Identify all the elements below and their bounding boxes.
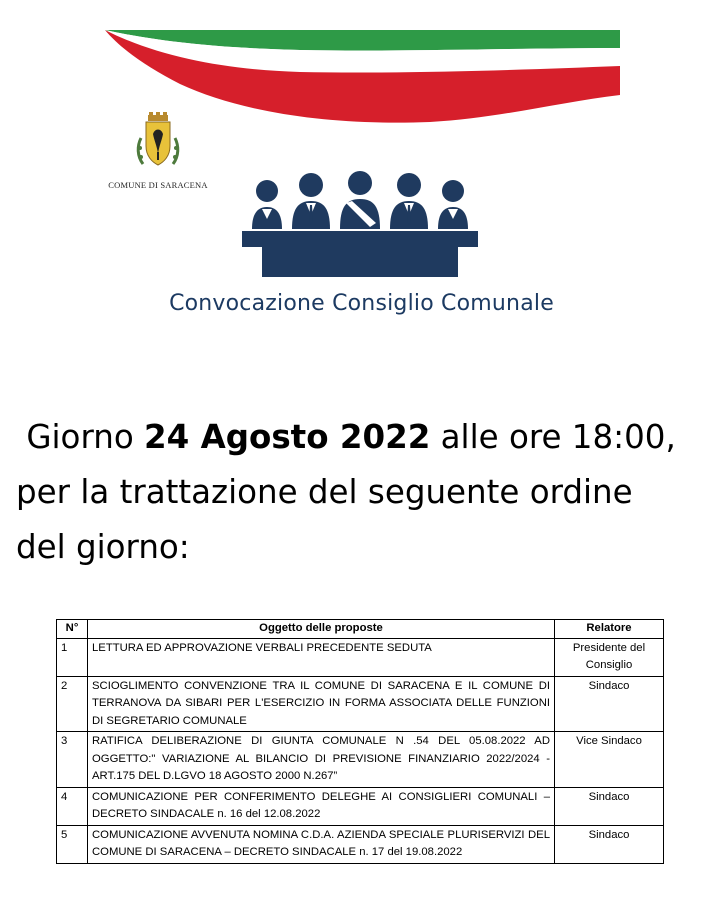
row-speaker: Presidente del Consiglio xyxy=(555,638,664,676)
row-subject: SCIOGLIMENTO CONVENZIONE TRA IL COMUNE DI SARACENA E IL COMUNE DI TERRANOVA DA SIBARI PER L'ESERCIZIO IN FORMA ASSOCIATA DELLE FUNZIONI DI SEGRETARIO COMUNALE xyxy=(88,676,555,732)
row-speaker: Sindaco xyxy=(555,676,664,732)
row-subject: RATIFICA DELIBERAZIONE DI GIUNTA COMUNALE N .54 DEL 05.08.2022 AD OGGETTO:" VARIAZIONE AL BILANCIO DI PREVISIONE FINANZIARIO 2022/2024 - ART.175 DEL D.LGVO 18 AGOSTO 2000 N.267” xyxy=(88,732,555,788)
row-speaker: Sindaco xyxy=(555,825,664,863)
row-speaker: Sindaco xyxy=(555,787,664,825)
comune-label: COMUNE DI SARACENA xyxy=(108,180,208,190)
row-num: 5 xyxy=(57,825,88,863)
saracena-crest-logo xyxy=(135,112,181,174)
row-subject: LETTURA ED APPROVAZIONE VERBALI PRECEDENTE SEDUTA xyxy=(88,638,555,676)
page-heading: Convocazione Consiglio Comunale xyxy=(169,291,554,316)
row-num: 1 xyxy=(57,638,88,676)
table-row xyxy=(57,787,664,825)
table-row xyxy=(57,732,664,788)
tricolor-banner xyxy=(0,0,723,140)
row-subject: COMUNICAZIONE AVVENUTA NOMINA C.D.A. AZIENDA SPECIALE PLURISERVIZI DEL COMUNE DI SARACENA – DECRETO SINDACALE n. 17 del 19.08.2022 xyxy=(88,825,555,863)
header-num: N° xyxy=(57,620,88,639)
announcement-line-3: del giorno: xyxy=(16,528,190,566)
header-speaker: Relatore xyxy=(555,620,664,639)
meeting-announcement xyxy=(16,410,716,575)
header-subject: Oggetto delle proposte xyxy=(88,620,555,639)
announcement-line-1 xyxy=(16,410,716,465)
announcement-line-2: per la trattazione del seguente ordine xyxy=(16,473,633,511)
meeting-time: alle ore 18:00, xyxy=(430,418,676,456)
agenda-header-row xyxy=(57,620,664,639)
row-num: 3 xyxy=(57,732,88,788)
table-row xyxy=(57,825,664,863)
council-meeting-icon xyxy=(238,165,482,277)
row-num: 4 xyxy=(57,787,88,825)
table-row xyxy=(57,638,664,676)
agenda-table xyxy=(56,619,664,864)
announcement-prefix: Giorno xyxy=(26,418,145,456)
row-subject: COMUNICAZIONE PER CONFERIMENTO DELEGHE AI CONSIGLIERI COMUNALI – DECRETO SINDACALE n. 16 del 12.08.2022 xyxy=(88,787,555,825)
table-row xyxy=(57,676,664,732)
row-num: 2 xyxy=(57,676,88,732)
row-speaker: Vice Sindaco xyxy=(555,732,664,788)
meeting-date: 24 Agosto 2022 xyxy=(144,418,431,456)
